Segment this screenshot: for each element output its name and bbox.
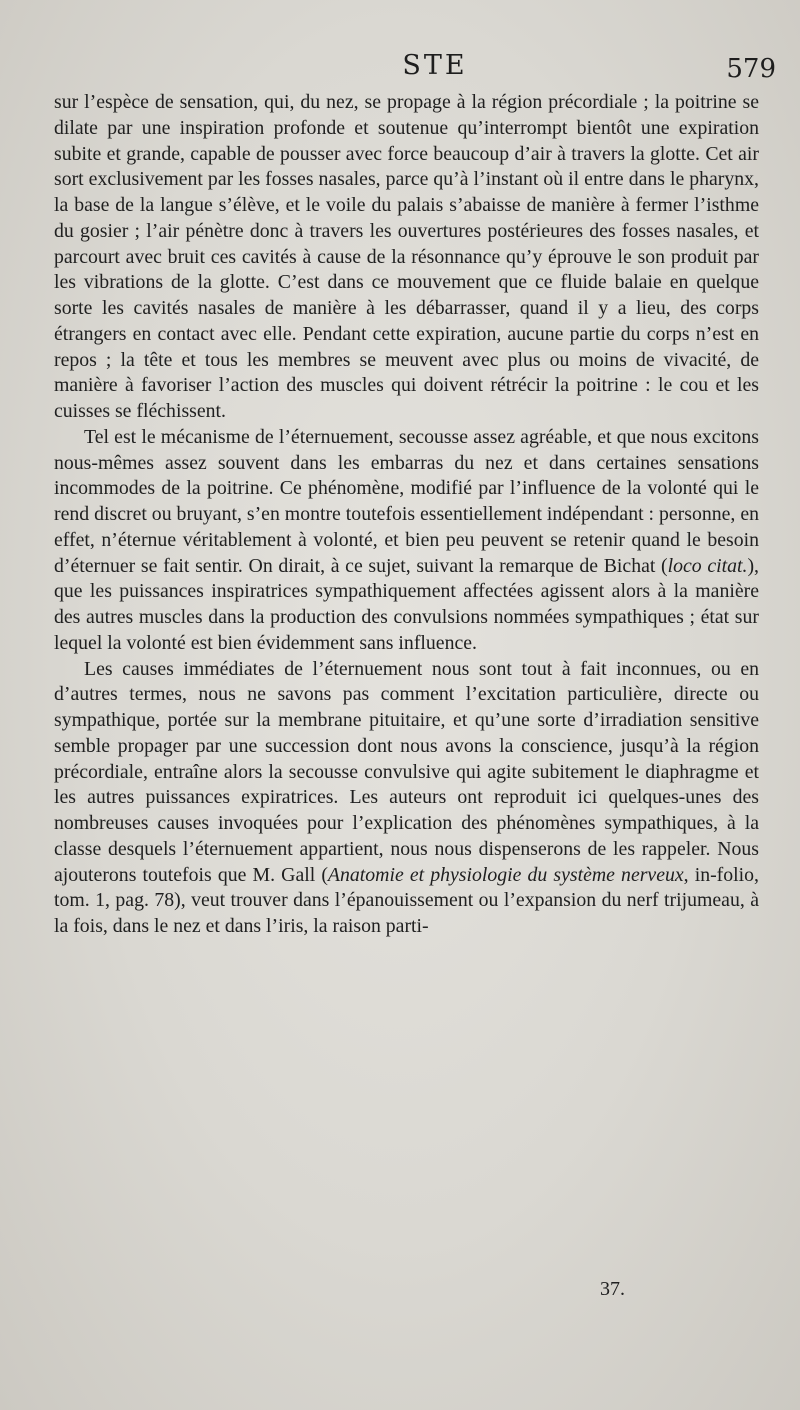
- paragraph-3: [54, 657, 759, 940]
- page-header: [50, 50, 780, 90]
- text-run: Tel est le mécanisme de l’éternuement, secousse assez agréable, et que nous excitons nous-mêmes assez souvent dans les embarras du nez et dans certaines sensations incommodes de la poitrine. Ce phénomène, modifié par l’influence de la volonté qui le rend discret ou bruyant, s’en montre toutefois essentiellement indépendant : personne, en effet, n’éternue véritablement à volonté, et bien peu peuvent se retenir quand le besoin d’éternuer se fait sentir. On dirait, à ce sujet, suivant la remarque de Bichat (: [54, 425, 759, 577]
- body-text: [54, 90, 759, 940]
- signature-mark: 37.: [600, 1278, 625, 1300]
- paragraph-1: [54, 90, 759, 425]
- text-run: Les causes immédiates de l’éternuement nous sont tout à fait inconnues, ou en d’autres termes, nous ne savons pas comment l’excitation particulière, directe ou sympathique, portée sur la membrane pituitaire, et qu’une sorte d’irradiation sensitive semble propager par une succession dont nous avons la conscience, jusqu’à la région précordiale, entraîne alors la secousse convulsive qui agite subitement le diaphragme et les autres puissances expiratrices. Les auteurs ont reproduit ici quelques-unes des nombreuses causes invoquées pour l’explication des phénomènes sympathiques, à la classe desquels l’éternuement appartient, nous nous dispenserons de les rappeler. Nous ajouterons toutefois que M. Gall (: [54, 657, 759, 886]
- italic-citation: loco citat.: [667, 554, 748, 577]
- text-run: ), que les puissances inspiratrices sympathiquement affectées agissent alors à la manière des autres muscles dans la production des convulsions nommées sympathiques ; état sur lequel la volonté est bien évidemment sans influence.: [54, 554, 759, 654]
- text-run: sur l’espèce de sensation, qui, du nez, se propage à la région précordiale ; la poitrine se dilate par une inspiration profonde et soutenue qu’interrompt bientôt une expiration subite et grande, capable de pousser avec force beaucoup d’air à travers la glotte. Cet air sort exclusivement par les fosses nasales, parce qu’à l’instant où il entre dans le pharynx, la base de la langue s’élève, et le voile du palais s’abaisse de manière à fermer l’isthme du gosier ; l’air pénètre donc à travers les ouvertures postérieures des fosses nasales, et parcourt avec bruit ces cavités à cause de la résonnance qu’y éprouve le son produit par les vibrations de la glotte. C’est dans ce mouvement que ce fluide balaie en quelque sorte les cavités nasales de manière à les débarrasser, quand il y a lieu, des corps étrangers en contact avec elle. Pendant cette expiration, aucune partie du corps n’est en repos ; la tête et tous les membres se meuvent avec plus ou moins de vivacité, de manière à favoriser l’action des muscles qui doivent rétrécir la poitrine : le cou et les cuisses se fléchissent.: [54, 91, 759, 422]
- running-head: STE: [402, 50, 468, 81]
- text-run: , in-folio, tom. 1, pag. 78), veut trouver dans l’épanouissement ou l’expansion du nerf trijumeau, à la fois, dans le nez et dans l’iris, la raison parti-: [54, 863, 759, 937]
- italic-citation: Anatomie et physiologie du système nerveux: [327, 863, 684, 886]
- page-number: 579: [726, 54, 776, 84]
- paragraph-2: [54, 425, 759, 657]
